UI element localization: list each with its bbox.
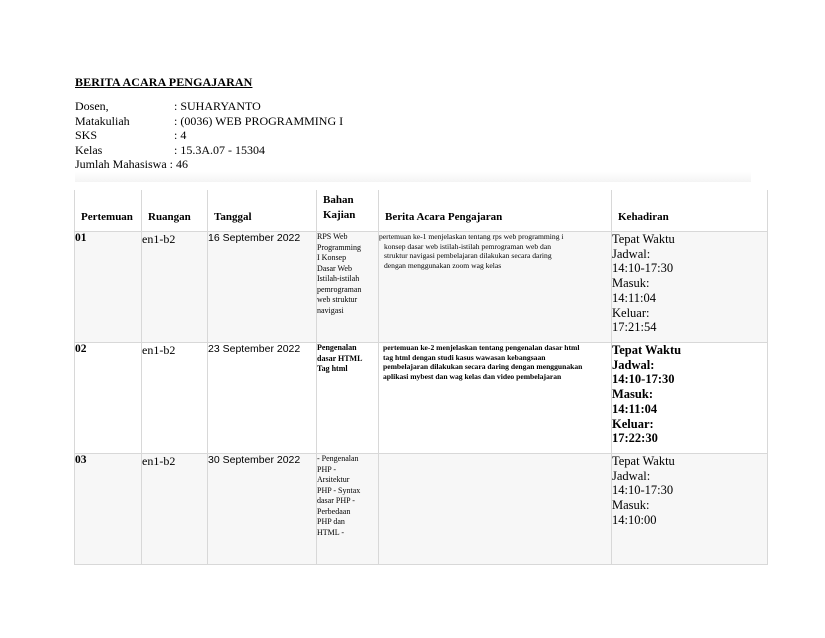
header-tanggal: Tanggal [208, 190, 317, 232]
bahan-line: navigasi [317, 305, 344, 315]
info-value: : 4 [174, 128, 187, 142]
bahan-line: PHP dan [317, 517, 345, 526]
header-kehadiran: Kehadiran [612, 190, 768, 232]
kehadiran-line: 17:22:30 [612, 431, 658, 446]
cell-bahan-kajian [317, 454, 379, 565]
info-row-sks [75, 128, 343, 143]
table-header-row [75, 190, 768, 232]
bahan-line: pemrograman [317, 284, 362, 294]
bahan-line: Istilah-istilah [317, 274, 360, 283]
berita-acara-table [74, 190, 768, 565]
kehadiran-line: Keluar: [612, 305, 650, 320]
cell-berita-acara [379, 343, 612, 454]
kehadiran-line: Keluar: [612, 416, 654, 431]
cell-ruangan: en1-b2 [142, 343, 208, 454]
cell-bahan-kajian [317, 232, 379, 343]
berita-line: konsep dasar web istilah-istilah pemrograman web dan [384, 241, 552, 251]
bahan-line: Perbedaan [317, 506, 351, 516]
info-label: SKS [75, 128, 98, 142]
course-info [75, 99, 343, 172]
kehadiran-line: Jadwal: [612, 357, 655, 372]
berita-line: aplikasi mybest dan wag kelas dan video pembelajaran [383, 371, 562, 381]
bahan-line: Pengenalan [317, 343, 357, 352]
table-row [75, 343, 768, 454]
berita-line: dengan menggunakan zoom wag kelas [384, 260, 502, 270]
cell-tanggal: 23 September 2022 [208, 343, 317, 454]
bahan-line: Arsitektur [317, 475, 350, 484]
info-row-jumlah-mahasiswa [75, 157, 343, 172]
bahan-line: HTML - [317, 527, 345, 537]
bahan-line: PHP - Syntax [317, 485, 361, 495]
bahan-line: PHP - [317, 464, 337, 474]
header-berita-acara: Berita Acara Pengajaran [379, 190, 612, 232]
kehadiran-line: Jadwal: [612, 246, 651, 261]
berita-line: struktur navigasi pembelajaran dilakukan secara daring [384, 251, 552, 261]
kehadiran-line: Jadwal: [612, 468, 651, 483]
kehadiran-line: 14:10:00 [612, 512, 657, 527]
kehadiran-status: Tepat Waktu [612, 343, 682, 357]
kehadiran-line: 14:11:04 [612, 401, 658, 416]
bahan-line: - Pengenalan [317, 454, 359, 463]
cell-pertemuan: 02 [75, 343, 142, 454]
cell-berita-acara [379, 232, 612, 343]
header-ruangan: Ruangan [142, 190, 208, 232]
berita-line: pertemuan ke-2 menjelaskan tentang pengenalan dasar html [383, 343, 580, 352]
info-row-matakuliah [75, 114, 343, 129]
kehadiran-line: 14:10-17:30 [612, 372, 675, 387]
info-value-number: : 46 [169, 157, 188, 171]
cell-ruangan: en1-b2 [142, 232, 208, 343]
info-value: : 15.3A.07 - 15304 [174, 142, 265, 157]
bahan-line: RPS Web [317, 232, 348, 241]
document-title: BERITA ACARA PENGAJARAN [75, 75, 253, 89]
berita-line: pertemuan ke-1 menjelaskan tentang rps web programming i [379, 232, 564, 241]
kehadiran-status: Tepat Waktu [612, 454, 675, 468]
cell-bahan-kajian [317, 343, 379, 454]
kehadiran-line: Masuk: [612, 276, 650, 291]
divider-shade [75, 172, 751, 182]
bahan-line: Programming [317, 242, 361, 252]
cell-tanggal: 30 September 2022 [208, 454, 317, 565]
cell-pertemuan: 01 [75, 232, 142, 343]
kehadiran-line: Masuk: [612, 387, 653, 402]
info-label: Kelas [75, 142, 103, 157]
bahan-line: Tag html [317, 364, 348, 373]
cell-berita-acara [379, 454, 612, 565]
cell-kehadiran [612, 454, 768, 565]
kehadiran-line: Masuk: [612, 498, 650, 513]
header-kajian-line: Kajian [323, 209, 356, 221]
cell-pertemuan: 03 [75, 454, 142, 565]
info-label: Dosen, [75, 99, 109, 113]
table-row [75, 232, 768, 343]
berita-line: pembelajaran dilakukan secara daring dengan menggunakan [383, 362, 583, 372]
table-row [75, 454, 768, 565]
bahan-line: dasar PHP - [317, 496, 355, 505]
bahan-line: dasar HTML [317, 353, 363, 363]
header-pertemuan: Pertemuan [75, 190, 142, 232]
cell-ruangan: en1-b2 [142, 454, 208, 565]
kehadiran-status: Tepat Waktu [612, 232, 675, 246]
kehadiran-line: 14:11:04 [612, 290, 656, 305]
kehadiran-line: 14:10-17:30 [612, 483, 674, 498]
bahan-line: web struktur [317, 295, 358, 304]
info-value: : SUHARYANTO [174, 99, 261, 113]
info-row-dosen [75, 99, 343, 114]
info-label: Jumlah Mahasiswa [75, 157, 167, 171]
header-bahan-kajian [317, 190, 379, 232]
info-label: Matakuliah [75, 113, 130, 128]
cell-kehadiran [612, 343, 768, 454]
kehadiran-line: 14:10-17:30 [612, 261, 674, 276]
berita-line: tag html dengan studi kasus wawasan kebangsaan [383, 352, 546, 362]
kehadiran-line: 17:21:54 [612, 320, 657, 335]
cell-tanggal: 16 September 2022 [208, 232, 317, 343]
bahan-line: Dasar Web [317, 263, 352, 273]
header-bahan-line: Bahan [323, 194, 354, 206]
info-value: : (0036) WEB PROGRAMMING I [174, 113, 344, 128]
cell-kehadiran [612, 232, 768, 343]
info-row-kelas [75, 143, 343, 158]
bahan-line: I Konsep [317, 253, 347, 262]
